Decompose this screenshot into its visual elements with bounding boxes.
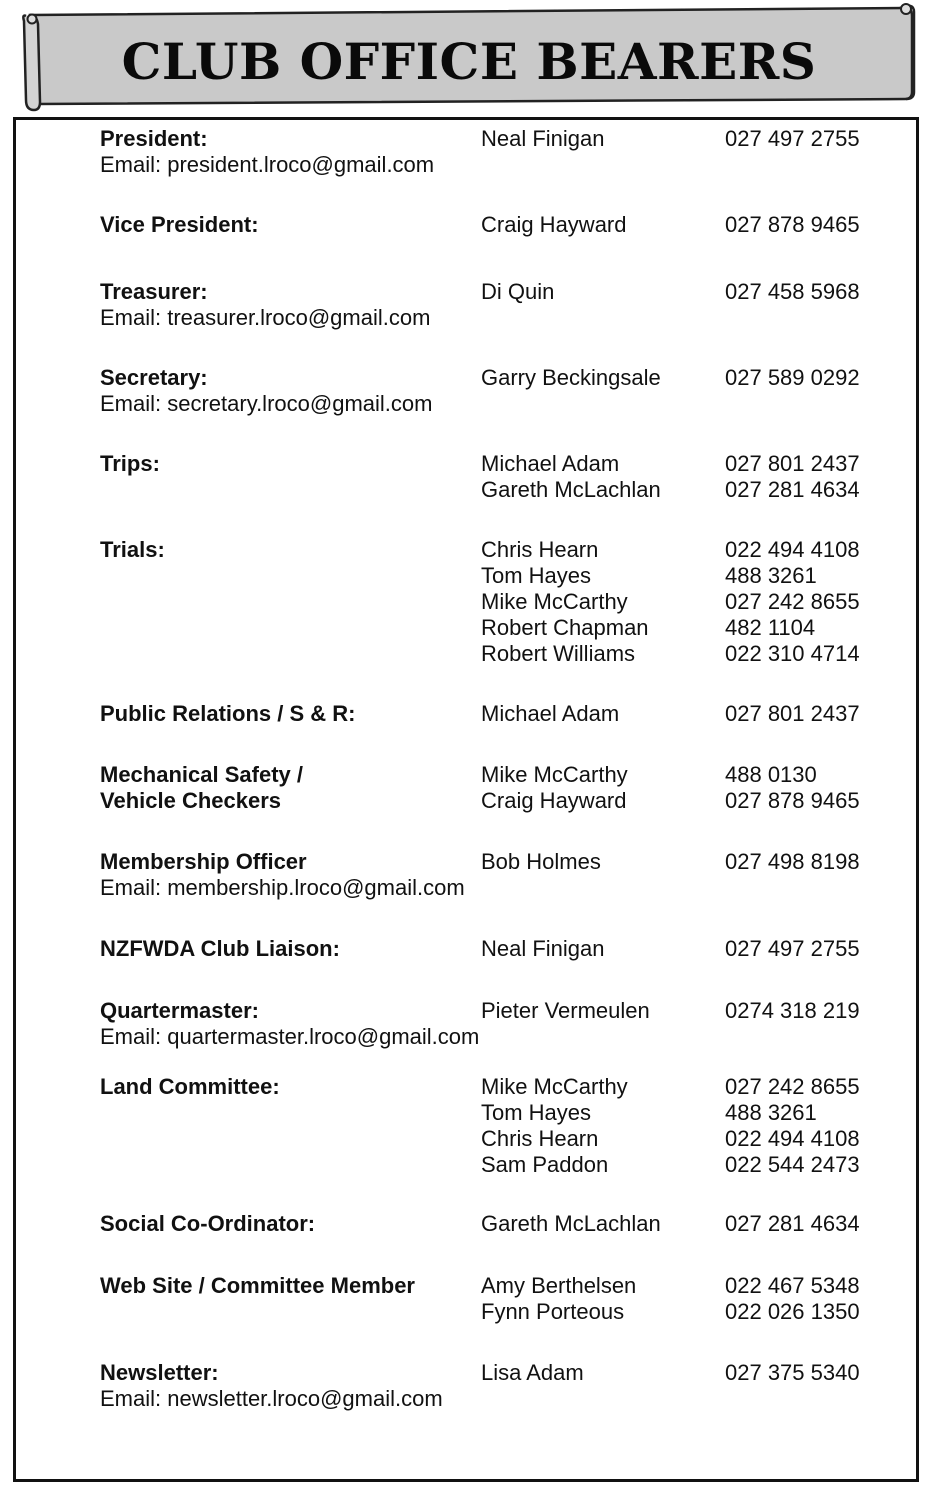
member-name: Tom Hayes — [481, 563, 592, 588]
phone-numbers — [725, 537, 860, 667]
member-names — [481, 1211, 661, 1237]
phone-number: 022 310 4714 — [725, 641, 860, 666]
member-name: Michael Adam — [481, 451, 620, 476]
role-label — [100, 762, 303, 814]
role-label-line: President: — [100, 126, 208, 151]
member-names — [481, 762, 628, 814]
page-title: CLUB OFFICE BEARERS — [121, 31, 817, 91]
phone-numbers — [725, 998, 860, 1024]
phone-numbers — [725, 279, 860, 305]
phone-numbers — [725, 936, 860, 962]
role-label — [100, 998, 259, 1024]
member-name: Neal Finigan — [481, 936, 605, 961]
phone-number: 488 3261 — [725, 1100, 817, 1125]
member-names — [481, 849, 601, 875]
role-label — [100, 936, 340, 962]
member-names — [481, 701, 619, 727]
phone-numbers — [725, 365, 860, 391]
member-name: Di Quin — [481, 279, 555, 304]
phone-number: 0274 318 219 — [725, 998, 860, 1023]
role-label — [100, 1273, 415, 1299]
role-label — [100, 279, 208, 305]
member-name: Craig Hayward — [481, 212, 627, 237]
member-name: Robert Williams — [481, 641, 636, 666]
member-names — [481, 212, 627, 238]
member-name: Bob Holmes — [481, 849, 601, 874]
member-name: Chris Hearn — [481, 1126, 599, 1151]
phone-number: 027 878 9465 — [725, 212, 860, 237]
member-name: Amy Berthelsen — [481, 1273, 637, 1298]
role-label — [100, 212, 259, 238]
role-label — [100, 1074, 280, 1100]
member-name: Sam Paddon — [481, 1152, 609, 1177]
phone-number: 027 497 2755 — [725, 936, 860, 961]
role-label-line: Land Committee: — [100, 1074, 280, 1099]
member-names — [481, 1360, 584, 1386]
phone-number: 027 589 0292 — [725, 365, 860, 390]
email-address: Email: president.lroco@gmail.com — [100, 152, 435, 177]
phone-numbers — [725, 701, 860, 727]
phone-numbers — [725, 1273, 860, 1325]
office-bearers-list — [13, 117, 919, 1482]
member-name: Chris Hearn — [481, 537, 599, 562]
member-names — [481, 279, 554, 305]
phone-number: 488 0130 — [725, 762, 817, 787]
role-label-line: NZFWDA Club Liaison: — [100, 936, 340, 961]
phone-numbers — [725, 1211, 860, 1237]
phone-numbers — [725, 126, 860, 152]
phone-number: 027 242 8655 — [725, 1074, 860, 1099]
phone-number: 022 494 4108 — [725, 537, 860, 562]
role-label — [100, 451, 160, 477]
role-label-line: Quartermaster: — [100, 998, 259, 1023]
role-label — [100, 849, 307, 875]
role-label — [100, 126, 208, 152]
role-label-line: Secretary: — [100, 365, 208, 390]
phone-number: 027 242 8655 — [725, 589, 860, 614]
member-name: Robert Chapman — [481, 615, 649, 640]
member-names — [481, 1074, 628, 1178]
phone-number: 027 281 4634 — [725, 477, 860, 502]
member-names — [481, 1273, 636, 1325]
email-address: Email: treasurer.lroco@gmail.com — [100, 305, 431, 330]
phone-numbers — [725, 1360, 860, 1386]
phone-number: 027 801 2437 — [725, 701, 860, 726]
email-address: Email: quartermaster.lroco@gmail.com — [100, 1024, 480, 1049]
role-label — [100, 701, 355, 727]
title-banner — [0, 0, 947, 118]
member-name: Michael Adam — [481, 701, 620, 726]
role-label-line: Social Co-Ordinator: — [100, 1211, 316, 1236]
phone-numbers — [725, 849, 860, 875]
role-label-line: Public Relations / S & R: — [100, 701, 356, 726]
role-label-line: Web Site / Committee Member — [100, 1273, 415, 1298]
member-name: Tom Hayes — [481, 1100, 592, 1125]
phone-numbers — [725, 212, 860, 238]
phone-number: 022 494 4108 — [725, 1126, 860, 1151]
role-label — [100, 365, 208, 391]
member-name: Lisa Adam — [481, 1360, 584, 1385]
phone-number: 027 497 2755 — [725, 126, 860, 151]
phone-number: 482 1104 — [725, 615, 816, 640]
phone-number: 027 878 9465 — [725, 788, 860, 813]
member-names — [481, 365, 661, 391]
member-name: Mike McCarthy — [481, 1074, 628, 1099]
member-name: Garry Beckingsale — [481, 365, 661, 390]
member-names — [481, 936, 605, 962]
phone-numbers — [725, 1074, 860, 1178]
member-name: Mike McCarthy — [481, 762, 628, 787]
phone-numbers — [725, 451, 860, 503]
phone-number: 027 498 8198 — [725, 849, 860, 874]
phone-number: 027 801 2437 — [725, 451, 860, 476]
role-label-line: Vice President: — [100, 212, 259, 237]
role-label-line: Trips: — [100, 451, 160, 476]
member-name: Fynn Porteous — [481, 1299, 625, 1324]
phone-numbers — [725, 762, 860, 814]
role-label-line: Membership Officer — [100, 849, 307, 874]
email-address: Email: membership.lroco@gmail.com — [100, 875, 465, 900]
member-names — [481, 451, 661, 503]
member-names — [481, 998, 650, 1024]
member-name: Neal Finigan — [481, 126, 605, 151]
role-label-line: Newsletter: — [100, 1360, 219, 1385]
role-label — [100, 1211, 315, 1237]
phone-number: 022 544 2473 — [725, 1152, 860, 1177]
phone-number: 022 467 5348 — [725, 1273, 860, 1298]
phone-number: 488 3261 — [725, 563, 817, 588]
phone-number: 022 026 1350 — [725, 1299, 860, 1324]
member-names — [481, 126, 605, 152]
phone-number: 027 281 4634 — [725, 1211, 860, 1236]
email-address: Email: secretary.lroco@gmail.com — [100, 391, 433, 416]
member-name: Mike McCarthy — [481, 589, 628, 614]
role-label-line: Trials: — [100, 537, 165, 562]
member-name: Gareth McLachlan — [481, 477, 661, 502]
member-name: Pieter Vermeulen — [481, 998, 650, 1023]
role-label — [100, 537, 165, 563]
role-label-line: Treasurer: — [100, 279, 208, 304]
phone-number: 027 375 5340 — [725, 1360, 860, 1385]
role-label-line: Mechanical Safety / — [100, 762, 303, 787]
email-address: Email: newsletter.lroco@gmail.com — [100, 1386, 443, 1411]
member-name: Gareth McLachlan — [481, 1211, 661, 1236]
phone-number: 027 458 5968 — [725, 279, 860, 304]
member-name: Craig Hayward — [481, 788, 627, 813]
role-label-line: Vehicle Checkers — [100, 788, 282, 813]
role-label — [100, 1360, 219, 1386]
member-names — [481, 537, 649, 667]
